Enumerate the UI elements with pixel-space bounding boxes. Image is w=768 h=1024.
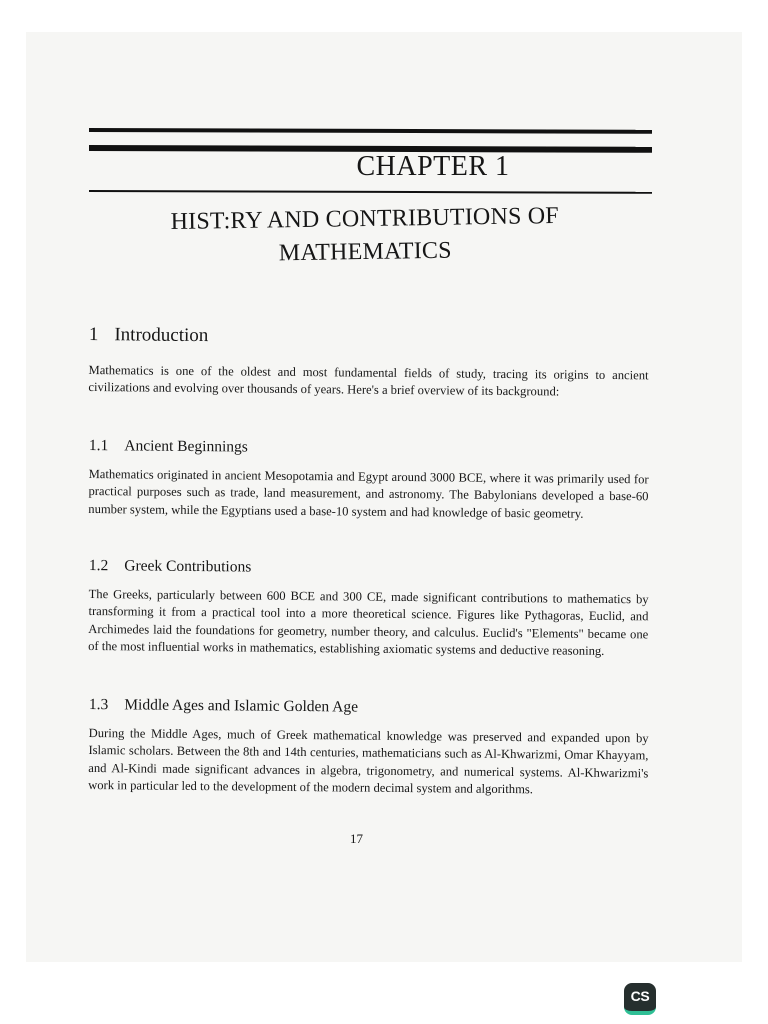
- section-text: Mathematics is one of the oldest and most fundamental fields of study, tracing its origins to ancient civilizations and evolving over thousands of years. Here's a brief overview of its background:: [88, 362, 649, 399]
- section-title: Ancient Beginnings: [124, 437, 248, 456]
- section-title: Introduction: [114, 324, 209, 347]
- section-number: 1: [88, 324, 99, 346]
- chapter-title: [100, 199, 631, 273]
- section-number: 1.3: [88, 696, 109, 714]
- section-text: Mathematics originated in ancient Mesopotamia and Egypt around 3000 BCE, where it was primarily used for practical purposes such as trade, land measurement, and astronomy. The Babylonians developed a base-60 number system, while the Egyptians used a base-10 system and had knowledge of basic geometry.: [88, 466, 649, 521]
- page-number: 17: [350, 831, 363, 846]
- section-heading: [89, 324, 649, 351]
- section-text: During the Middle Ages, much of Greek mathematical knowledge was preserved and expanded upon by Islamic scholars. Between the 8th and 14th centuries, mathematicians such as Al-Khwarizmi, Omar Khayyam, and Al-Kindi made significant advances in algebra, trigonometry, and numerical systems. Al-Khwarizmi's work in particular led to the development of the modern decimal system and algorithms.: [88, 725, 649, 797]
- section-text: The Greeks, particularly between 600 BCE and 300 CE, made significant contributions to mathematics by transforming it from a practical tool into a more theoretical science. Figures like Pythagoras, Euclid, and Archimedes laid the foundations for geometry, number theory, and calculus. Euclid's "Elements" became one of the most influential works in mathematics, establishing axiomatic systems and deductive reasoning.: [88, 586, 649, 658]
- chapter-label: CHAPTER 1: [356, 151, 510, 182]
- chapter-title-line-2: MATHEMATICS: [278, 237, 452, 267]
- section-number: 1.2: [88, 557, 109, 575]
- section-introduction: [88, 324, 649, 402]
- section-title: Greek Contributions: [124, 557, 252, 576]
- chapter-title-line-1: HIST:RY AND CONTRIBUTIONS OF: [170, 202, 560, 236]
- section-number: 1.1: [88, 437, 109, 455]
- camscanner-logo-icon: CS: [624, 983, 656, 1015]
- section-middle-ages: [88, 696, 649, 800]
- section-ancient-beginnings: [88, 437, 649, 523]
- section-greek-contributions: [88, 557, 649, 661]
- section-title: Middle Ages and Islamic Golden Age: [124, 696, 359, 716]
